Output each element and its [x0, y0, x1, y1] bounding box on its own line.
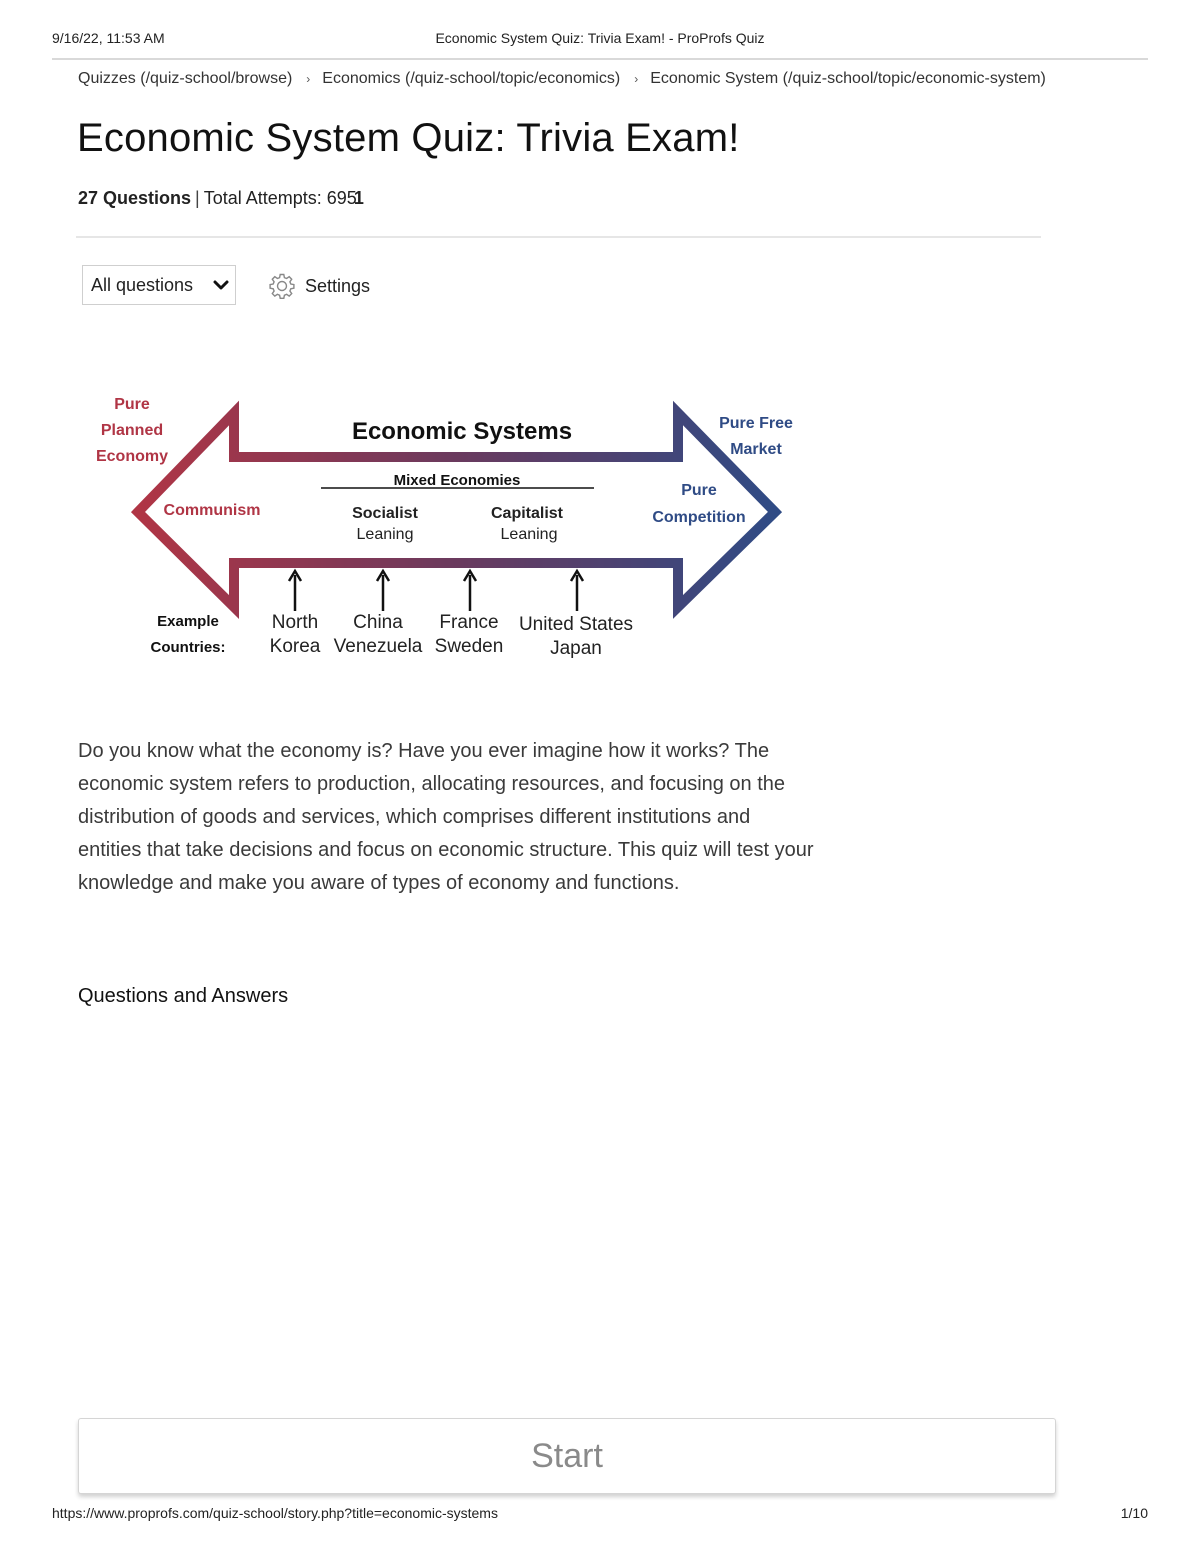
print-header-rule [52, 58, 1148, 60]
breadcrumb-economic-system[interactable]: Economic System (/quiz-school/topic/economic-system) [650, 70, 1046, 87]
country-france: France [439, 612, 499, 633]
example-label-line-1: Example [157, 613, 219, 630]
breadcrumb [78, 70, 1046, 88]
quiz-meta [78, 188, 364, 209]
right-label-line-2: Market [730, 441, 782, 458]
page-title: Economic System Quiz: Trivia Exam! [77, 116, 740, 160]
communism-label: Communism [163, 502, 261, 519]
print-footer [52, 1505, 1148, 1523]
breadcrumb-separator: › [306, 72, 311, 86]
breadcrumb-economics[interactable]: Economics (/quiz-school/topic/economics) [322, 70, 621, 87]
socialist-line-1: Socialist [352, 505, 418, 522]
country-united-states: United States [518, 614, 634, 635]
country-korea: Korea [269, 636, 321, 657]
total-attempts-last-digit: 1 [353, 188, 364, 208]
section-divider [76, 236, 1041, 238]
print-url: https://www.proprofs.com/quiz-school/story.php?title=economic-systems [52, 1505, 498, 1521]
print-date: 9/16/22, 11:53 AM [52, 30, 165, 46]
question-count: 27 Questions [78, 188, 192, 208]
example-label-line-2: Countries: [150, 639, 226, 656]
country-sweden: Sweden [434, 636, 504, 657]
questions-answers-heading: Questions and Answers [78, 985, 289, 1007]
print-title: Economic System Quiz: Trivia Exam! - ProProfs Quiz [435, 30, 765, 46]
country-japan: Japan [550, 638, 602, 659]
capitalist-line-2: Leaning [500, 526, 558, 543]
socialist-line-2: Leaning [356, 526, 414, 543]
quiz-description: Do you know what the economy is? Have you ever imagine how it works? The economic system refers to production, allocating resources, and focusing on the distribution of goods and services, which comprises different institutions and entities that take decisions and focus on economic structure. This quiz will test your knowledge and make you aware of types of economy and functions. [78, 740, 814, 894]
settings-label: Settings [305, 276, 371, 296]
diagram-title: Economic Systems [351, 418, 573, 445]
meta-separator: | [195, 188, 200, 208]
chevron-down-icon [213, 278, 229, 292]
left-label-line-3: Economy [95, 448, 169, 465]
mixed-economies-label: Mixed Economies [393, 472, 521, 489]
left-label-line-1: Pure [114, 396, 150, 413]
capitalist-line-1: Capitalist [490, 505, 564, 522]
right-inner-line-2: Competition [652, 509, 746, 526]
right-label-line-1: Pure Free [719, 415, 793, 432]
country-china: China [353, 612, 403, 633]
start-button[interactable]: Start [78, 1418, 1056, 1494]
left-label-line-2: Planned [100, 422, 164, 439]
gear-icon [268, 272, 296, 300]
page-number: 1/10 [1120, 1505, 1148, 1521]
question-filter-select[interactable] [82, 265, 236, 305]
breadcrumb-separator: › [634, 72, 639, 86]
country-north: North [271, 612, 319, 633]
print-header [52, 30, 1148, 48]
right-inner-line-1: Pure [681, 482, 717, 499]
country-venezuela: Venezuela [333, 636, 423, 657]
breadcrumb-quizzes[interactable]: Quizzes (/quiz-school/browse) [78, 70, 293, 87]
economic-systems-diagram [80, 385, 810, 675]
total-attempts: Total Attempts: 695 [203, 188, 357, 208]
question-filter-value: All questions [91, 275, 194, 295]
